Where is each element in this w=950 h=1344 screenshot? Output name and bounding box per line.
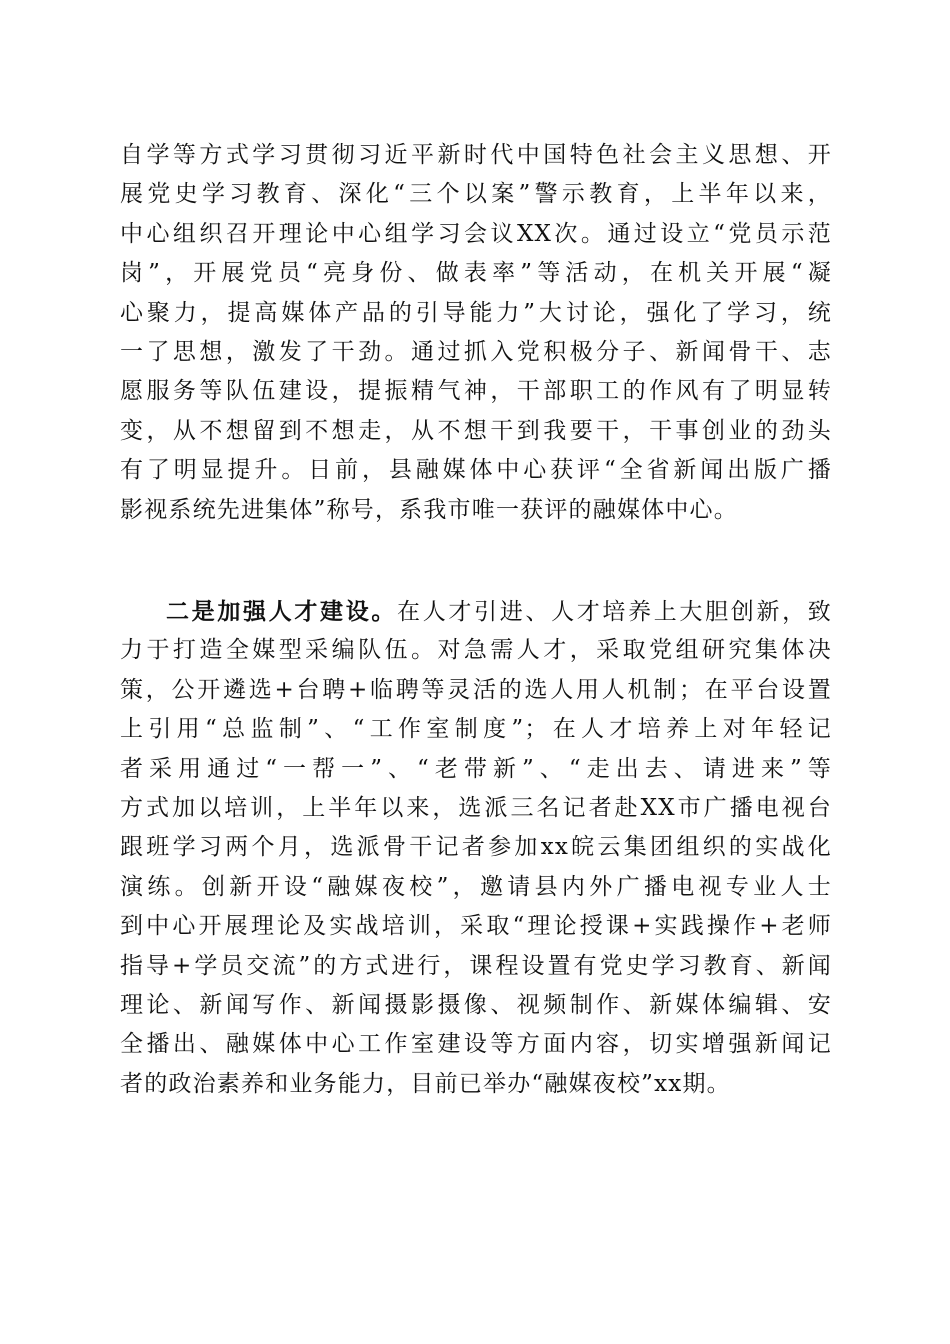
text-line: 到中心开展理论及实战培训，采取“理论授课+实践操作+老师 — [120, 913, 832, 940]
text-line: 愿服务等队伍建设，提振精气神，干部职工的作风有了明显转 — [120, 378, 832, 405]
text-line: 演练。创新开设“融媒夜校”，邀请县内外广播电视专业人士 — [120, 873, 832, 900]
text-line: 上引用“总监制”、“工作室制度”；在人才培养上对年轻记 — [120, 716, 832, 743]
text-line: 心聚力，提高媒体产品的引导能力”大讨论，强化了学习，统 — [120, 299, 832, 326]
text-line: 影视系统先进集体”称号，系我市唯一获评的融媒体中心。 — [120, 496, 738, 523]
paragraph-2-first-line — [120, 592, 832, 631]
text-line: 指导+学员交流”的方式进行，课程设置有党史学习教育、新闻 — [120, 952, 832, 979]
text-line: 全播出、融媒体中心工作室建设等方面内容，切实增强新闻记 — [120, 1031, 832, 1058]
text-line: 在人才引进、人才培养上大胆创新，致 — [397, 599, 832, 625]
text-line: 自学等方式学习贯彻习近平新时代中国特色社会主义思想、开 — [120, 142, 832, 168]
text-line: 有了明显提升。日前，县融媒体中心获评“全省新闻出版广播 — [120, 457, 832, 484]
text-line: 方式加以培训，上半年以来，选派三名记者赴XX市广播电视台 — [120, 794, 832, 821]
text-line: 岗”，开展党员“亮身份、做表率”等活动，在机关开展“凝 — [120, 260, 832, 287]
text-line: 跟班学习两个月，选派骨干记者参加xx皖云集团组织的实战化 — [120, 834, 832, 861]
text-line: 变，从不想留到不想走，从不想干到我要干，干事创业的劲头 — [120, 417, 832, 444]
paragraph-1 — [120, 136, 832, 530]
text-line: 者采用通过“一帮一”、“老带新”、“走出去、请进来”等 — [120, 755, 832, 782]
text-line: 展党史学习教育、深化“三个以案”警示教育，上半年以来， — [120, 181, 832, 208]
text-line: 理论、新闻写作、新闻摄影摄像、视频制作、新媒体编辑、安 — [120, 991, 832, 1018]
text-line: 中心组织召开理论中心组学习会议XX次。通过设立“党员示范 — [120, 220, 832, 247]
text-line: 力于打造全媒型采编队伍。对急需人才，采取党组研究集体决 — [120, 637, 832, 664]
text-line: 者的政治素养和业务能力，目前已举办“融媒夜校”xx期。 — [120, 1070, 731, 1097]
section-heading: 二是加强人才建设。 — [166, 598, 398, 625]
paragraph-2 — [120, 592, 832, 1104]
text-line: 一了思想，激发了干劲。通过抓入党积极分子、新闻骨干、志 — [120, 338, 832, 365]
text-line: 策，公开遴选+台聘+临聘等灵活的选人用人机制；在平台设置 — [120, 676, 832, 703]
